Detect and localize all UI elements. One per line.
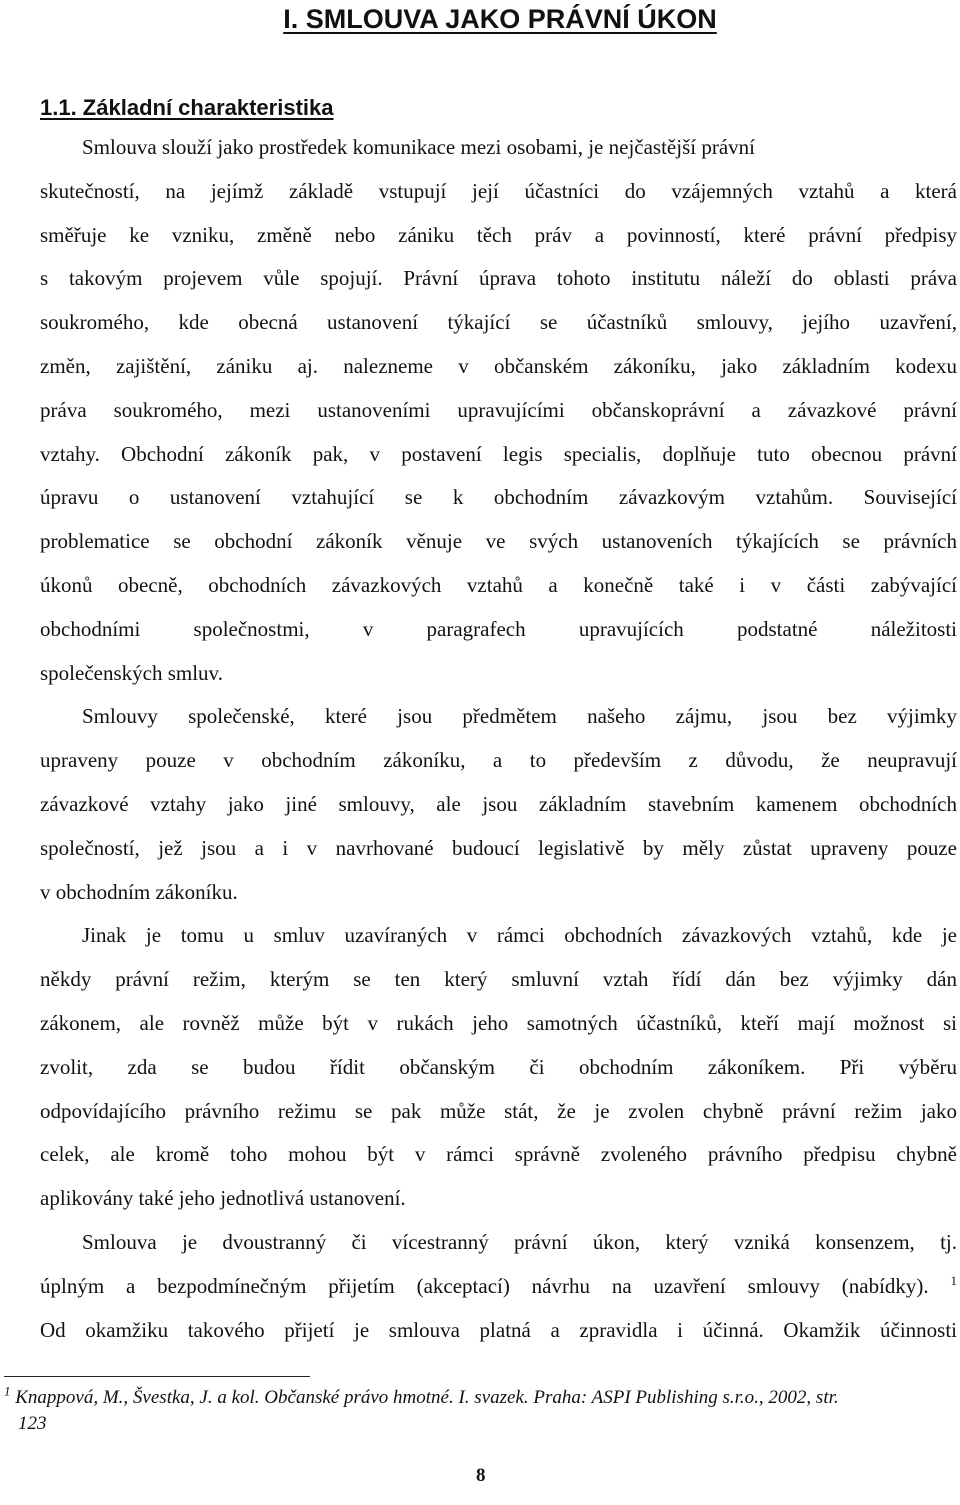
text-line-content: společenských smluv. bbox=[40, 660, 223, 685]
text-line-content: práva soukromého, mezi ustanoveními upravujícími občanskoprávní a závazkové právní bbox=[40, 397, 957, 422]
text-line bbox=[40, 301, 957, 345]
text-line-content: v obchodním zákoníku. bbox=[40, 879, 238, 904]
footnote bbox=[4, 1385, 954, 1437]
text-line-content: směřuje ke vzniku, změně nebo zániku těch práv a povinností, které právní předpisy bbox=[40, 222, 957, 247]
text-line-content: upraveny pouze v obchodním zákoníku, a to především z důvodu, že neupravují bbox=[40, 748, 957, 773]
footnote-separator bbox=[4, 1376, 310, 1377]
footnote-text-cont: 123 bbox=[18, 1413, 47, 1434]
text-line bbox=[40, 827, 957, 871]
footnote-reference: 1 bbox=[950, 1272, 957, 1288]
text-line-content: závazkové vztahy jako jiné smlouvy, ale jsou základním stavebním kamenem obchodních bbox=[40, 791, 957, 816]
text-line bbox=[40, 1090, 957, 1134]
text-line bbox=[40, 608, 957, 652]
text-line bbox=[40, 345, 957, 389]
text-line bbox=[40, 695, 957, 739]
text-line bbox=[40, 871, 957, 915]
text-line-content: Smlouva je dvoustranný či vícestranný právní úkon, který vzniká konsenzem, tj. bbox=[82, 1229, 957, 1254]
chapter-title: I. SMLOUVA JAKO PRÁVNÍ ÚKON bbox=[283, 4, 717, 34]
text-line bbox=[40, 1265, 957, 1309]
text-line-content: zákonem, ale rovněž může být v rukách jeho samotných účastníků, kteří mají možnost si bbox=[40, 1010, 957, 1035]
text-line bbox=[40, 476, 957, 520]
text-line-content: aplikovány také jeho jednotlivá ustanovení. bbox=[40, 1186, 406, 1211]
text-line-content: úkonů obecně, obchodních závazkových vztahů a konečně také i v části zabývající bbox=[40, 572, 957, 597]
text-line bbox=[40, 126, 957, 170]
text-line-content: zvolit, zda se budou řídit občanským či obchodním zákoníkem. Při výběru bbox=[40, 1054, 957, 1079]
text-line bbox=[40, 652, 957, 696]
text-line-content: Smlouvy společenské, které jsou předmětem našeho zájmu, jsou bez výjimky bbox=[82, 704, 957, 729]
text-line-content: někdy právní režim, kterým se ten který smluvní vztah řídí dán bez výjimky dán bbox=[40, 967, 957, 992]
text-line-content: Smlouva slouží jako prostředek komunikace mezi osobami, je nejčastější právní bbox=[82, 135, 755, 159]
text-line-content: skutečností, na jejímž základě vstupují její účastníci do vzájemných vztahů a která bbox=[40, 178, 957, 203]
text-line-content: soukromého, kde obecná ustanovení týkající se účastníků smlouvy, jejího uzavření, bbox=[40, 310, 957, 335]
text-line-content: úpravu o ustanovení vztahující se k obchodním závazkovým vztahům. Související bbox=[40, 485, 957, 510]
footnote-marker: 1 bbox=[4, 1383, 11, 1399]
text-line-content: úplným a bezpodmínečným přijetím (akceptací) návrhu na uzavření smlouvy (nabídky). bbox=[40, 1273, 929, 1298]
text-line bbox=[40, 1177, 957, 1221]
section-heading: 1.1. Základní charakteristika bbox=[40, 95, 334, 120]
text-line bbox=[40, 170, 957, 214]
text-line bbox=[40, 783, 957, 827]
text-line bbox=[40, 257, 957, 301]
body-text bbox=[40, 126, 957, 1352]
text-line bbox=[40, 914, 957, 958]
text-line bbox=[40, 520, 957, 564]
text-line-content: odpovídajícího právního režimu se pak může stát, že je zvolen chybně právní režim jako bbox=[40, 1098, 957, 1123]
text-line bbox=[40, 389, 957, 433]
text-line-content: Jinak je tomu u smluv uzavíraných v rámci obchodních závazkových vztahů, kde je bbox=[82, 923, 957, 948]
footnote-text: Knappová, M., Švestka, J. a kol. Občanské právo hmotné. I. svazek. Praha: ASPI Publishing s.r.o., 2002, str. bbox=[15, 1387, 839, 1408]
text-line-content: celek, ale kromě toho mohou být v rámci správně zvoleného právního předpisu chybně bbox=[40, 1142, 957, 1167]
text-line bbox=[40, 214, 957, 258]
text-line-content: společností, jež jsou a i v navrhované budoucí legislativě by měly zůstat upraveny pouze bbox=[40, 835, 957, 860]
text-line bbox=[40, 739, 957, 783]
text-line bbox=[40, 433, 957, 477]
text-line-content: s takovým projevem vůle spojují. Právní úprava tohoto institutu náleží do oblasti práva bbox=[40, 266, 957, 291]
text-line-content: Od okamžiku takového přijetí je smlouva platná a zpravidla i účinná. Okamžik účinnosti bbox=[40, 1317, 957, 1342]
text-line-content: obchodními společnostmi, v paragrafech upravujících podstatné náležitosti bbox=[40, 616, 957, 641]
text-line bbox=[40, 958, 957, 1002]
text-line bbox=[40, 1221, 957, 1265]
text-line-content: problematice se obchodní zákoník věnuje ve svých ustanoveních týkajících se právních bbox=[40, 529, 957, 554]
text-line bbox=[40, 1309, 957, 1353]
text-line-content: vztahy. Obchodní zákoník pak, v postavení legis specialis, doplňuje tuto obecnou právní bbox=[40, 441, 957, 466]
text-line bbox=[40, 1002, 957, 1046]
text-line-content: změn, zajištění, zániku aj. nalezneme v občanském zákoníku, jako základním kodexu bbox=[40, 353, 957, 378]
text-line bbox=[40, 1133, 957, 1177]
text-line bbox=[40, 1046, 957, 1090]
text-line bbox=[40, 564, 957, 608]
page-number: 8 bbox=[476, 1465, 486, 1486]
